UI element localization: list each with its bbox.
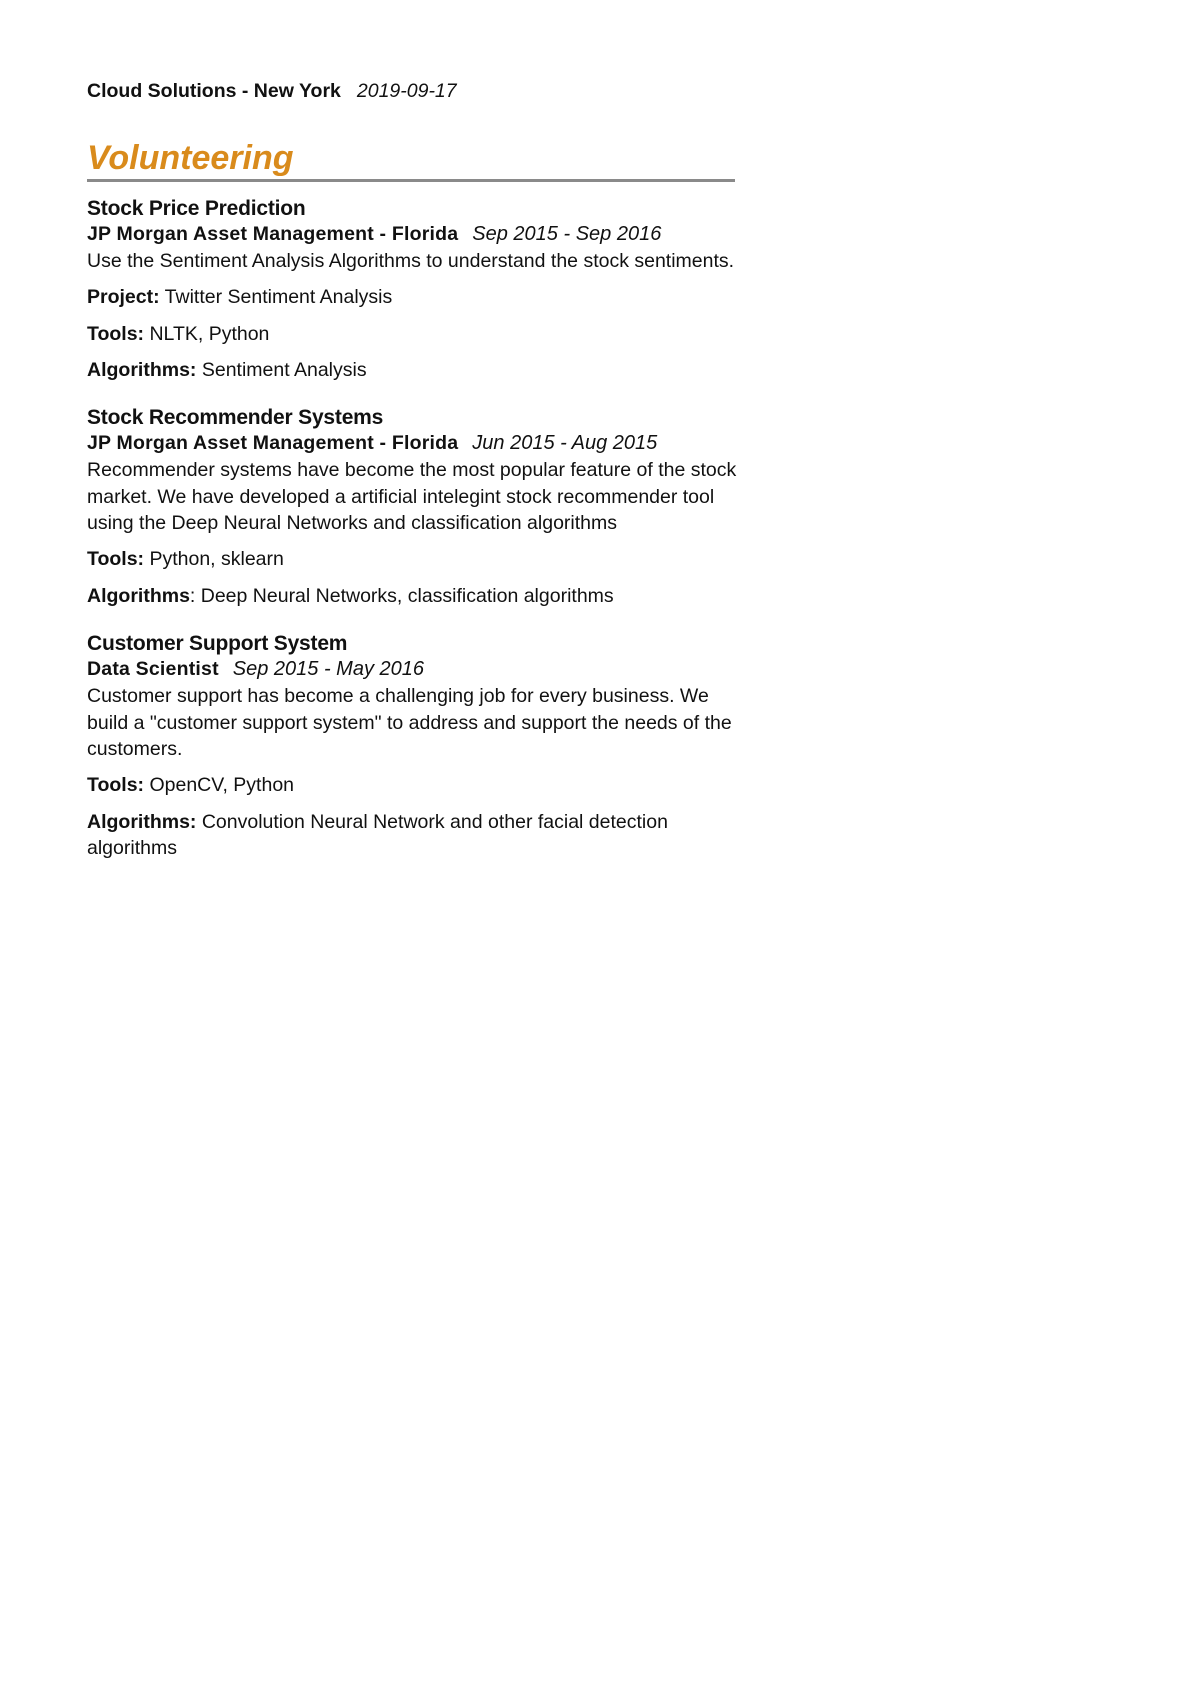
volunteering-entry xyxy=(87,196,737,384)
entry-meta xyxy=(87,222,737,247)
entry-description: Customer support has become a challenging job for every business. We build a "customer support system" to address and support the needs of the customers. xyxy=(87,685,732,760)
entry-field-tools xyxy=(87,772,737,798)
entry-date: Sep 2015 - Sep 2016 xyxy=(472,222,662,245)
field-value: : Deep Neural Networks, classification algorithms xyxy=(189,584,614,607)
entry-description: Recommender systems have become the most popular feature of the stock market. We have developed a artificial intelegint stock recommender tool using the Deep Neural Networks and classification algorithms xyxy=(87,459,737,535)
entry-meta xyxy=(87,431,737,456)
previous-entry-org: Cloud Solutions - New York xyxy=(87,80,341,102)
field-label: Tools: xyxy=(87,548,145,571)
entry-field-tools xyxy=(87,321,737,347)
entry-description: Use the Sentiment Analysis Algorithms to understand the stock sentiments. xyxy=(87,249,735,272)
field-label: Algorithms xyxy=(87,584,190,607)
entry-title: Customer Support System xyxy=(87,632,348,655)
entry-date: Sep 2015 - May 2016 xyxy=(232,658,425,681)
section-title-volunteering: Volunteering xyxy=(87,141,735,182)
entry-role: Data Scientist xyxy=(87,658,219,681)
entry-field-algorithms xyxy=(87,809,737,862)
entry-title: Stock Price Prediction xyxy=(87,196,306,220)
field-value: Convolution Neural Network and other facial detection algorithms xyxy=(87,810,668,859)
entry-field-project xyxy=(87,284,737,310)
field-value: OpenCV, Python xyxy=(144,774,295,797)
volunteering-entry xyxy=(87,631,737,861)
field-value: NLTK, Python xyxy=(144,322,270,345)
entry-title: Stock Recommender Systems xyxy=(87,406,384,430)
entry-organization: JP Morgan Asset Management - Florida xyxy=(87,432,459,455)
previous-entry-date: 2019-09-17 xyxy=(356,80,457,102)
entry-field-algorithms xyxy=(87,583,737,609)
field-value: Sentiment Analysis xyxy=(196,358,367,381)
volunteering-entry xyxy=(87,405,737,609)
entry-organization: JP Morgan Asset Management - Florida xyxy=(87,222,459,245)
entry-meta xyxy=(87,657,737,682)
entry-field-algorithms xyxy=(87,357,737,383)
field-value: Python, sklearn xyxy=(144,548,284,571)
entry-date: Jun 2015 - Aug 2015 xyxy=(472,432,658,455)
field-label: Tools: xyxy=(87,322,145,345)
previous-entry-line xyxy=(87,80,737,103)
entry-field-tools xyxy=(87,546,737,572)
field-label: Tools: xyxy=(87,774,145,797)
field-value: Twitter Sentiment Analysis xyxy=(159,286,393,309)
field-label: Project: xyxy=(87,286,160,309)
field-label: Algorithms: xyxy=(87,810,197,833)
field-label: Algorithms: xyxy=(87,358,197,381)
resume-content xyxy=(87,80,737,861)
